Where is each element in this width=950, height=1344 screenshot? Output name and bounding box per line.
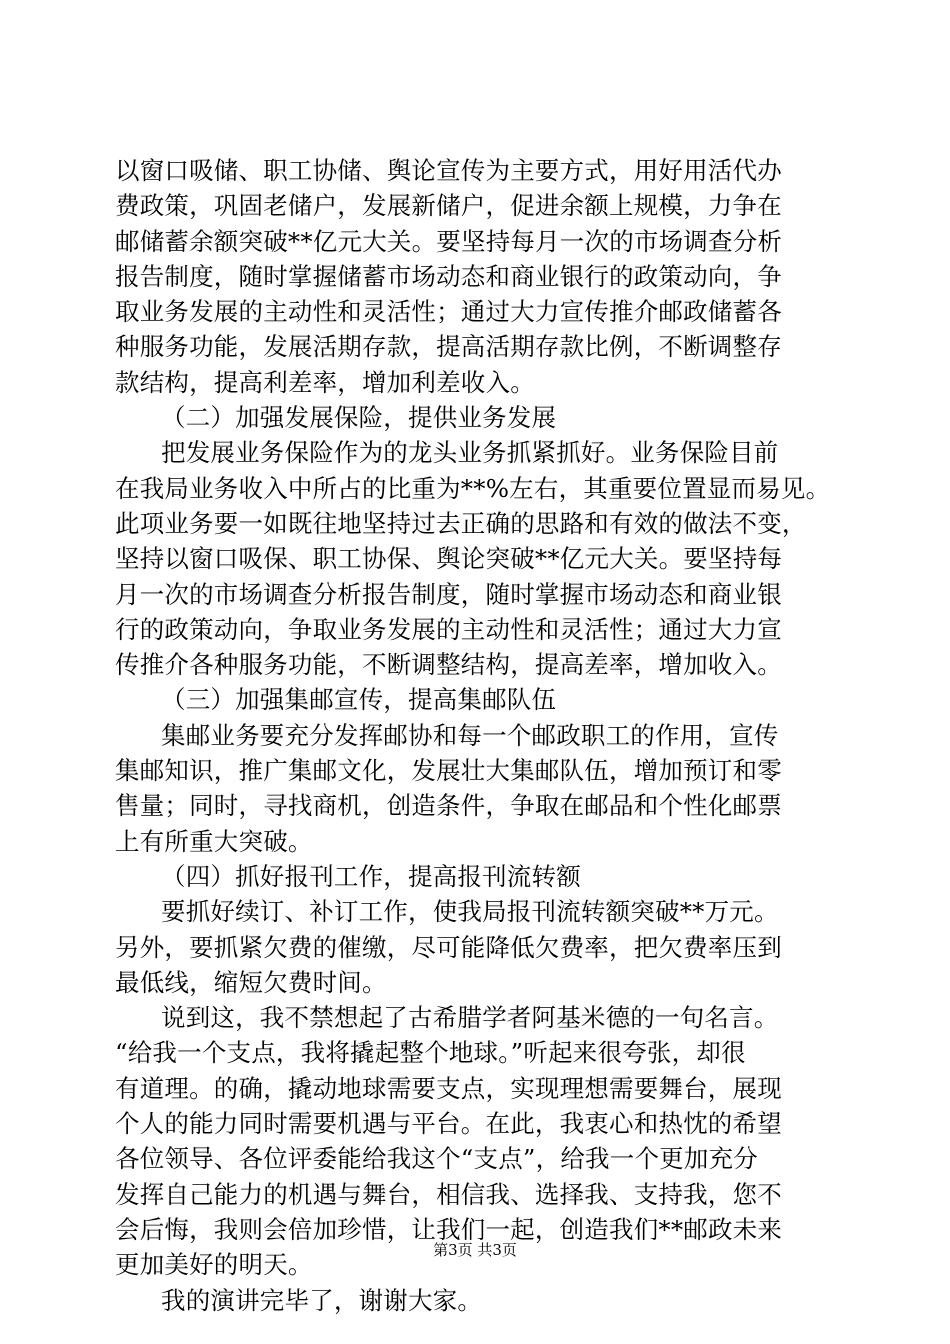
text-line: 发挥自己能力的机遇与舞台，相信我、选择我、支持我，您不 xyxy=(115,1179,782,1209)
text-line: 坚持以窗口吸保、职工协保、舆论突破**亿元大关。要坚持每 xyxy=(115,544,783,574)
text-line: 个人的能力同时需要机遇与平台。在此，我衷心和热忱的希望 xyxy=(115,1109,782,1139)
text-line: 取业务发展的主动性和灵活性；通过大力宣传推介邮政储蓄各 xyxy=(115,297,782,327)
text-line: 此项业务要一如既往地坚持过去正确的思路和有效的做法不变， xyxy=(115,508,807,538)
text-line: 邮储蓄余额突破**亿元大关。要坚持每月一次的市场调查分析 xyxy=(115,226,783,256)
page-footer xyxy=(0,1240,950,1260)
document-body xyxy=(115,153,840,1318)
text-line: 各位领导、各位评委能给我这个“支点”，给我一个更加充分 xyxy=(115,1144,758,1174)
text-line: 以窗口吸储、职工协储、舆论宣传为主要方式，用好用活代办 xyxy=(115,156,782,185)
text-line: 最低线，缩短欠费时间。 xyxy=(115,967,387,997)
text-line: 我的演讲完毕了，谢谢大家。 xyxy=(161,1285,483,1315)
text-line: 款结构，提高利差率，增加利差收入。 xyxy=(115,367,535,397)
text-line: 集邮业务要充分发挥邮协和每一个邮政职工的作用，宣传 xyxy=(161,720,779,750)
text-line: 在我局业务收入中所占的比重为**%左右，其重要位置显而易见。 xyxy=(115,473,831,503)
text-line: 说到这，我不禁想起了古希腊学者阿基米德的一句名言。 xyxy=(161,1003,779,1033)
text-line: 种服务功能，发展活期存款，提高活期存款比例，不断调整存 xyxy=(115,332,782,362)
text-line: 售量；同时，寻找商机，创造条件，争取在邮品和个性化邮票 xyxy=(115,791,782,821)
text-line: 费政策，巩固老储户，发展新储户，促进余额上规模，力争在 xyxy=(115,191,782,221)
text-line: 有道理。的确，撬动地球需要支点，实现理想需要舞台，展现 xyxy=(115,1073,782,1103)
text-line: 月一次的市场调查分析报告制度，随时掌握市场动态和商业银 xyxy=(115,579,782,609)
page-number-label: 第3页 共3页 xyxy=(433,1241,517,1259)
text-line: 集邮知识，推广集邮文化，发展壮大集邮队伍，增加预订和零 xyxy=(115,756,782,786)
text-line: 更加美好的明天。 xyxy=(115,1250,313,1280)
text-line: “给我一个支点，我将撬起整个地球。”听起来很夸张，却很 xyxy=(115,1038,746,1068)
text-line: 要抓好续订、补订工作，使我局报刊流转额突破**万元。 xyxy=(161,897,779,927)
text-line: 把发展业务保险作为的龙头业务抓紧抓好。业务保险目前 xyxy=(161,438,779,468)
text-line: 上有所重大突破。 xyxy=(115,826,313,856)
text-line: 另外，要抓紧欠费的催缴，尽可能降低欠费率，把欠费率压到 xyxy=(115,932,782,962)
text-line: （三）加强集邮宣传，提高集邮队伍 xyxy=(161,685,557,715)
text-line: 报告制度，随时掌握储蓄市场动态和商业银行的政策动向，争 xyxy=(115,261,782,291)
text-line: 行的政策动向，争取业务发展的主动性和灵活性；通过大力宣 xyxy=(115,614,782,644)
text-line: 传推介各种服务功能，不断调整结构，提高差率，增加收入。 xyxy=(115,650,782,680)
text-line: （四）抓好报刊工作，提高报刊流转额 xyxy=(161,861,581,891)
text-line: （二）加强发展保险，提供业务发展 xyxy=(161,403,557,433)
text-line: 会后悔，我则会倍加珍惜，让我们一起，创造我们**邮政未来 xyxy=(115,1214,783,1244)
